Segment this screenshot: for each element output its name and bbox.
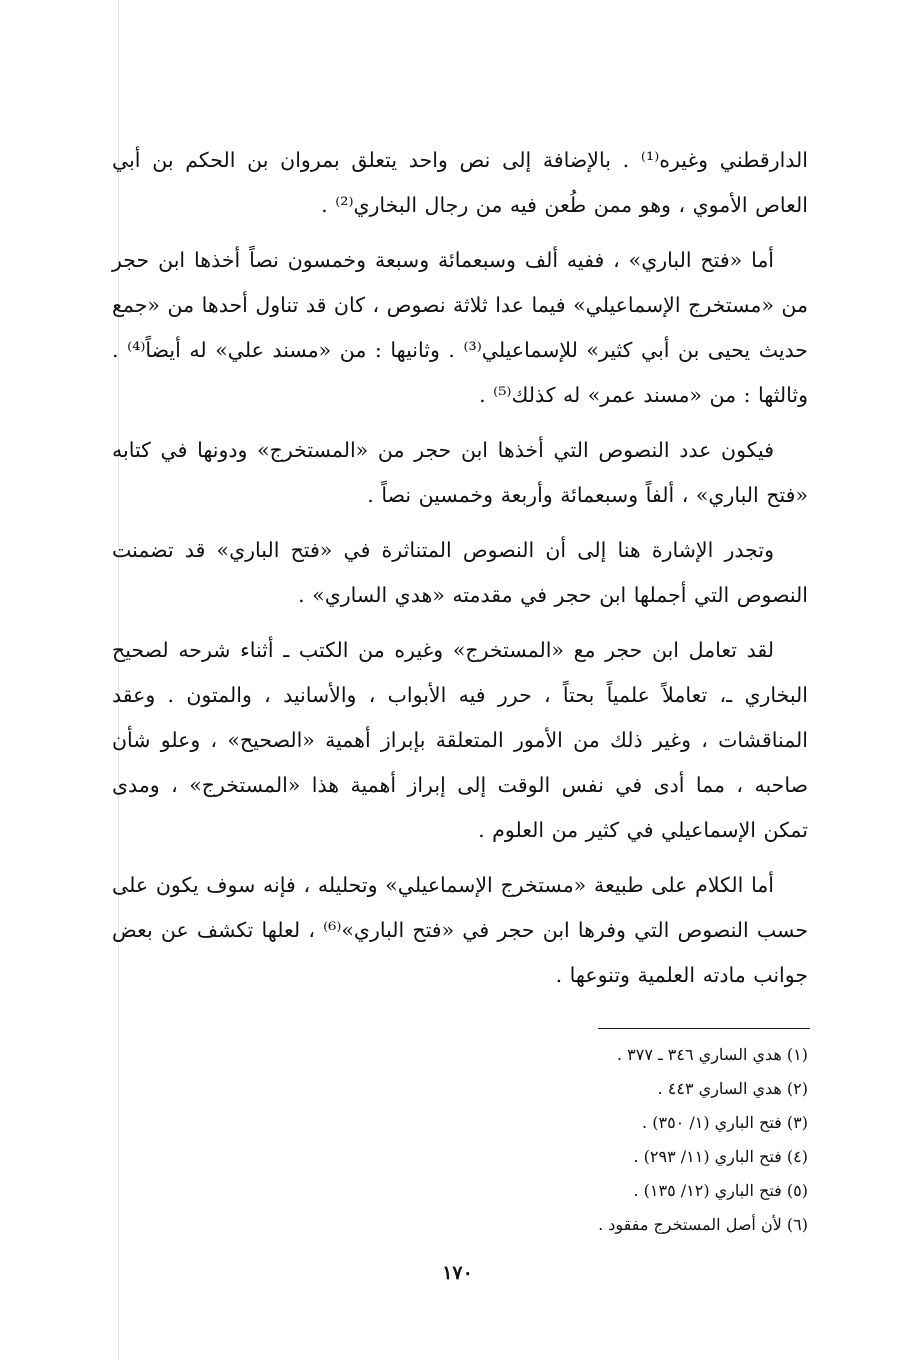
paragraph-1: الدارقطني وغيره⁽¹⁾ . بالإضافة إلى نص واحد يتعلق بمروان بن الحكم بن أبي العاص الأموي ، وهو ممن طُعن فيه من رجال البخاري⁽²⁾ .	[112, 148, 808, 217]
footnote-5: (٥) فتح الباري (١٢/ ١٣٥) .	[633, 1181, 808, 1200]
paragraph-4: وتجدر الإشارة هنا إلى أن النصوص المتناثرة في «فتح الباري» قد تضمنت النصوص التي أجملها ابن حجر في مقدمته «هدي الساري» .	[112, 538, 808, 607]
footnote-6: (٦) لأن أصل المستخرج مفقود .	[598, 1215, 808, 1234]
footnote-1: (١) هدي الساري ٣٤٦ ـ ٣٧٧ .	[616, 1045, 808, 1064]
paragraph-5: لقد تعامل ابن حجر مع «المستخرج» وغيره من الكتب ـ أثناء شرحه لصحيح البخاري ـ، تعاملاً علمياً بحتاً ، حرر فيه الأبواب ، والأسانيد ، والمتون . وعقد المناقشات ، وغير ذلك من الأمور المتعلقة بإبراز أهمية «الصحيح» ، وعلو شأن صاحبه ، مما أدى في نفس الوقت إلى إبراز أهمية هذا «المستخرج» ، ومدى تمكن الإسماعيلي في كثير من العلوم .	[112, 638, 808, 842]
footnote-4: (٤) فتح الباري (١١/ ٢٩٣) .	[633, 1147, 808, 1166]
main-text	[112, 138, 808, 1008]
footnote-3: (٣) فتح الباري (١/ ٣٥٠) .	[642, 1113, 808, 1132]
page-number: ١٧٠	[442, 1262, 473, 1284]
paragraph-6: أما الكلام على طبيعة «مستخرج الإسماعيلي» وتحليله ، فإنه سوف يكون على حسب النصوص التي وفرها ابن حجر في «فتح الباري»⁽⁶⁾ ، لعلها تكشف عن بعض جوانب مادته العلمية وتنوعها .	[112, 873, 808, 987]
footnote-separator	[598, 1028, 810, 1029]
footnote-2: (٢) هدي الساري ٤٤٣ .	[657, 1079, 808, 1098]
paragraph-2: أما «فتح الباري» ، ففيه ألف وسبعمائة وسبعة وخمسون نصاً أخذها ابن حجر من «مستخرج الإسماعيلي» فيما عدا ثلاثة نصوص ، كان قد تناول أحدها من «جمع حديث يحيى بن أبي كثير» للإسماعيلي⁽³⁾ . وثانيها : من «مسند علي» له أيضاً⁽⁴⁾ . وثالثها : من «مسند عمر» له كذلك⁽⁵⁾ .	[112, 248, 808, 407]
paragraph-3: فيكون عدد النصوص التي أخذها ابن حجر من «المستخرج» ودونها في كتابه «فتح الباري» ، ألفاً وسبعمائة وأربعة وخمسين نصاً .	[112, 438, 808, 507]
footnotes	[380, 1038, 808, 1242]
